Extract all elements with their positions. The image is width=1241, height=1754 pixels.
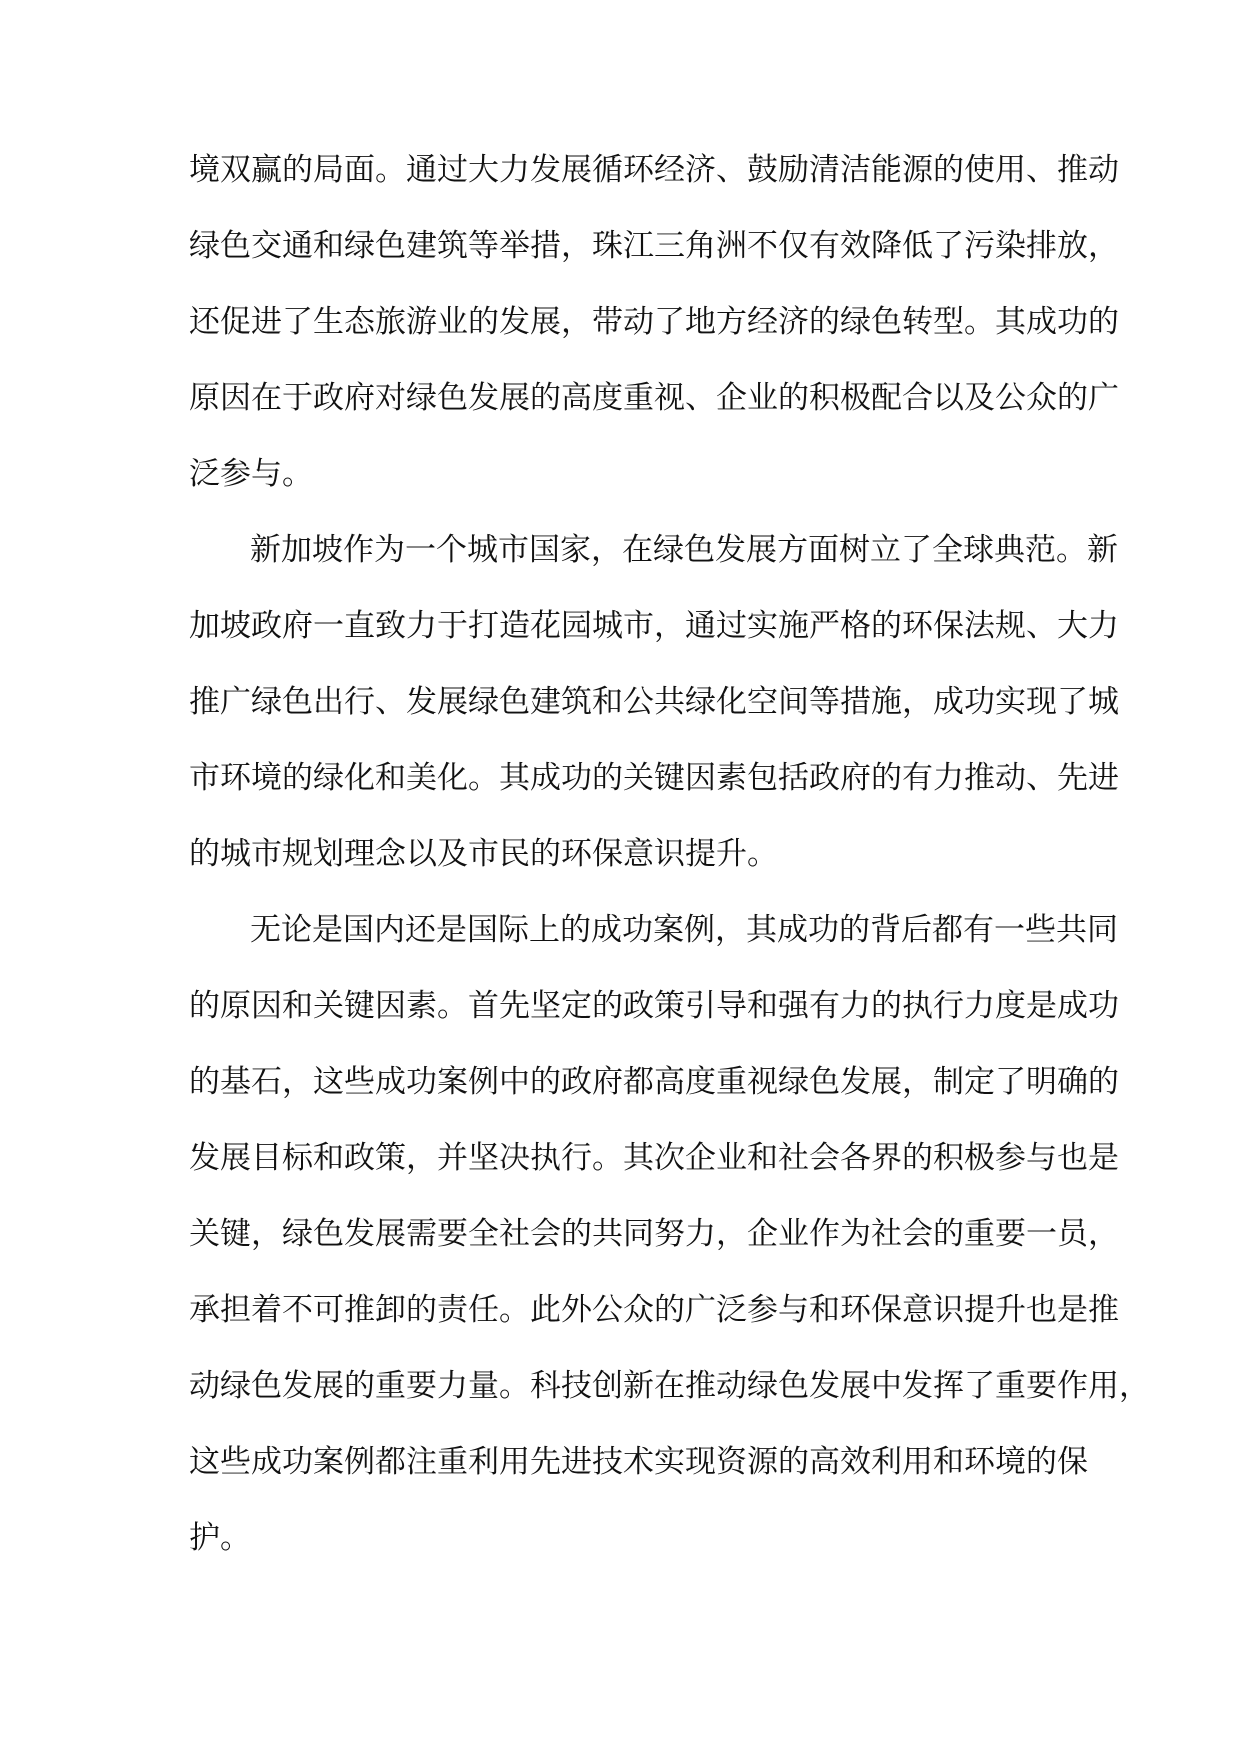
paragraph-3-line-1 [0, 900, 1241, 960]
text-line: 泛参与。 [189, 456, 313, 492]
text-line: 无论是国内还是国际上的成功案例，其成功的背后都有一些共同 [250, 912, 1118, 948]
paragraph-1-line-3 [0, 292, 1241, 352]
paragraph-2-line-4 [0, 748, 1241, 808]
text-line: 的原因和关键因素。首先坚定的政策引导和强有力的执行力度是成功 [189, 988, 1119, 1024]
text-line: 推广绿色出行、发展绿色建筑和公共绿化空间等措施，成功实现了城 [189, 684, 1119, 720]
text-line: 这些成功案例都注重利用先进技术实现资源的高效利用和环境的保 [189, 1444, 1088, 1480]
paragraph-2-line-5 [0, 824, 1241, 884]
paragraph-1-line-1 [0, 140, 1241, 200]
text-line: 还促进了生态旅游业的发展，带动了地方经济的绿色转型。其成功的 [189, 304, 1119, 340]
text-line: 发展目标和政策，并坚决执行。其次企业和社会各界的积极参与也是 [189, 1140, 1119, 1176]
paragraph-3-line-3 [0, 1052, 1241, 1112]
text-line: 的基石，这些成功案例中的政府都高度重视绿色发展，制定了明确的 [189, 1064, 1119, 1100]
text-line: 市环境的绿化和美化。其成功的关键因素包括政府的有力推动、先进 [189, 760, 1119, 796]
text-line: 护。 [189, 1520, 251, 1556]
paragraph-2-line-3 [0, 672, 1241, 732]
text-line: 绿色交通和绿色建筑等举措，珠江三角洲不仅有效降低了污染排放， [189, 228, 1119, 264]
text-line: 关键，绿色发展需要全社会的共同努力，企业作为社会的重要一员， [189, 1216, 1119, 1252]
text-line: 动绿色发展的重要力量。科技创新在推动绿色发展中发挥了重要作用， [189, 1368, 1150, 1404]
paragraph-1-line-5 [0, 444, 1241, 504]
text-line: 境双赢的局面。通过大力发展循环经济、鼓励清洁能源的使用、推动 [189, 152, 1119, 188]
text-line: 的城市规划理念以及市民的环保意识提升。 [189, 836, 778, 872]
text-line: 原因在于政府对绿色发展的高度重视、企业的积极配合以及公众的广 [189, 380, 1119, 416]
text-line: 加坡政府一直致力于打造花园城市，通过实施严格的环保法规、大力 [189, 608, 1119, 644]
paragraph-1-line-2 [0, 216, 1241, 276]
paragraph-3-line-5 [0, 1204, 1241, 1264]
paragraph-3-line-8 [0, 1432, 1241, 1492]
paragraph-3-line-6 [0, 1280, 1241, 1340]
paragraph-3-line-4 [0, 1128, 1241, 1188]
text-line: 承担着不可推卸的责任。此外公众的广泛参与和环保意识提升也是推 [189, 1292, 1119, 1328]
text-line: 新加坡作为一个城市国家，在绿色发展方面树立了全球典范。新 [250, 532, 1118, 568]
paragraph-2-line-1 [0, 520, 1241, 580]
paragraph-1-line-4 [0, 368, 1241, 428]
paragraph-3-line-2 [0, 976, 1241, 1036]
paragraph-2-line-2 [0, 596, 1241, 656]
paragraph-3-line-9 [0, 1508, 1241, 1568]
paragraph-3-line-7 [0, 1356, 1241, 1416]
